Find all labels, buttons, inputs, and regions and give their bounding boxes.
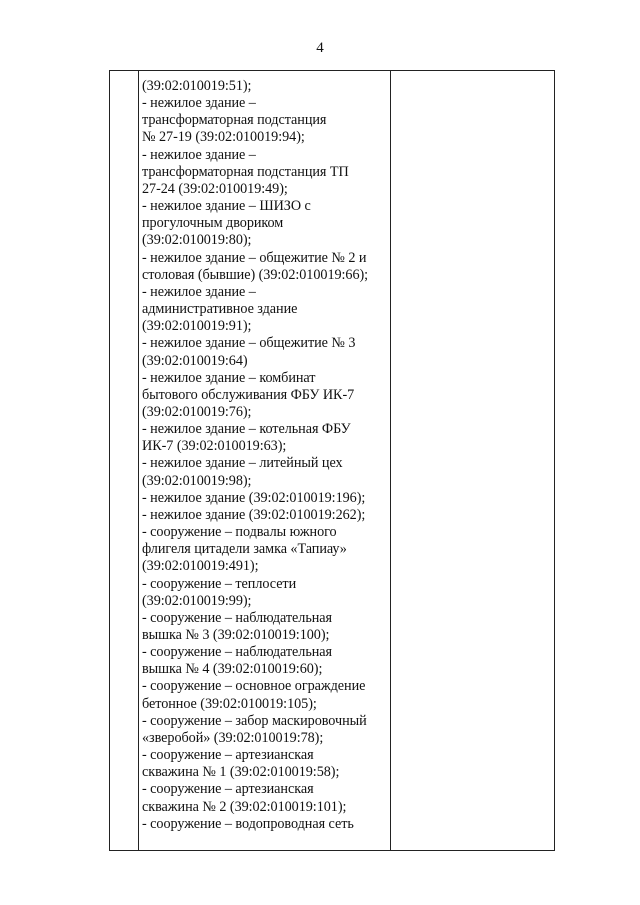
object-list bbox=[139, 71, 390, 833]
text-line: 27-24 (39:02:010019:49); bbox=[142, 180, 288, 197]
text-line: - сооружение – основное ограждение bbox=[142, 678, 366, 695]
text-line: - нежилое здание – bbox=[142, 146, 256, 163]
text-line: - нежилое здание – bbox=[142, 95, 256, 112]
text-line: вышка № 3 (39:02:010019:100); bbox=[142, 627, 330, 643]
text-line: вышка № 4 (39:02:010019:60); bbox=[142, 661, 323, 678]
text-line: - сооружение – артезианская bbox=[142, 747, 314, 764]
text-line: - нежилое здание – общежитие № 3 bbox=[142, 335, 356, 352]
text-line: прогулочным двориком bbox=[142, 215, 284, 232]
table-row bbox=[110, 71, 555, 851]
text-line: бытового обслуживания ФБУ ИК-7 bbox=[142, 386, 355, 403]
text-line: (39:02:010019:99); bbox=[142, 592, 252, 609]
text-line: (39:02:010019:491); bbox=[142, 558, 259, 575]
text-line: (39:02:010019:64) bbox=[142, 352, 248, 369]
text-line: - сооружение – наблюдательная bbox=[142, 609, 333, 626]
text-line: (39:02:010019:51); bbox=[142, 78, 252, 94]
text-line: - нежилое здание – общежитие № 2 и bbox=[142, 249, 367, 266]
text-line: - сооружение – подвалы южного bbox=[142, 524, 337, 541]
page-number: 4 bbox=[316, 40, 324, 56]
text-line: столовая (бывшие) (39:02:010019:66); bbox=[142, 266, 369, 283]
text-line: бетонное (39:02:010019:105); bbox=[142, 695, 317, 712]
text-line: флигеля цитадели замка «Тапиау» bbox=[142, 541, 347, 558]
document-table bbox=[109, 70, 555, 851]
text-line: - нежилое здание – комбинат bbox=[142, 369, 316, 386]
text-line: - сооружение – теплосети bbox=[142, 575, 297, 592]
text-line: - нежилое здание (39:02:010019:196); bbox=[142, 489, 366, 506]
text-line: - сооружение – артезианская bbox=[142, 781, 314, 798]
text-line: - нежилое здание – котельная ФБУ bbox=[142, 421, 351, 438]
empty-right-cell bbox=[391, 71, 555, 851]
text-line: скважина № 2 (39:02:010019:101); bbox=[142, 798, 347, 815]
text-line: «зверобой» (39:02:010019:78); bbox=[142, 729, 324, 746]
object-list-cell bbox=[139, 71, 391, 851]
text-line: - сооружение – водопроводная сеть bbox=[142, 815, 354, 832]
text-line: - нежилое здание – литейный цех bbox=[142, 455, 343, 472]
text-line: - сооружение – забор маскировочный bbox=[142, 712, 367, 729]
text-line: - нежилое здание – bbox=[142, 283, 256, 300]
text-line: (39:02:010019:91); bbox=[142, 318, 252, 335]
text-line: скважина № 1 (39:02:010019:58); bbox=[142, 764, 340, 781]
text-line: трансформаторная подстанция bbox=[142, 112, 327, 129]
text-line: - нежилое здание – ШИЗО с bbox=[142, 198, 311, 215]
text-line: (39:02:010019:80); bbox=[142, 232, 252, 249]
text-line: (39:02:010019:98); bbox=[142, 472, 252, 489]
text-line: (39:02:010019:76); bbox=[142, 403, 252, 420]
text-line: ИК-7 (39:02:010019:63); bbox=[142, 438, 287, 455]
text-line: трансформаторная подстанция ТП bbox=[142, 163, 349, 180]
text-line: административное здание bbox=[142, 301, 298, 318]
text-line: - нежилое здание (39:02:010019:262); bbox=[142, 506, 366, 523]
text-line: № 27-19 (39:02:010019:94); bbox=[142, 129, 305, 146]
text-line: - сооружение – наблюдательная bbox=[142, 644, 333, 661]
empty-left-cell bbox=[110, 71, 139, 851]
